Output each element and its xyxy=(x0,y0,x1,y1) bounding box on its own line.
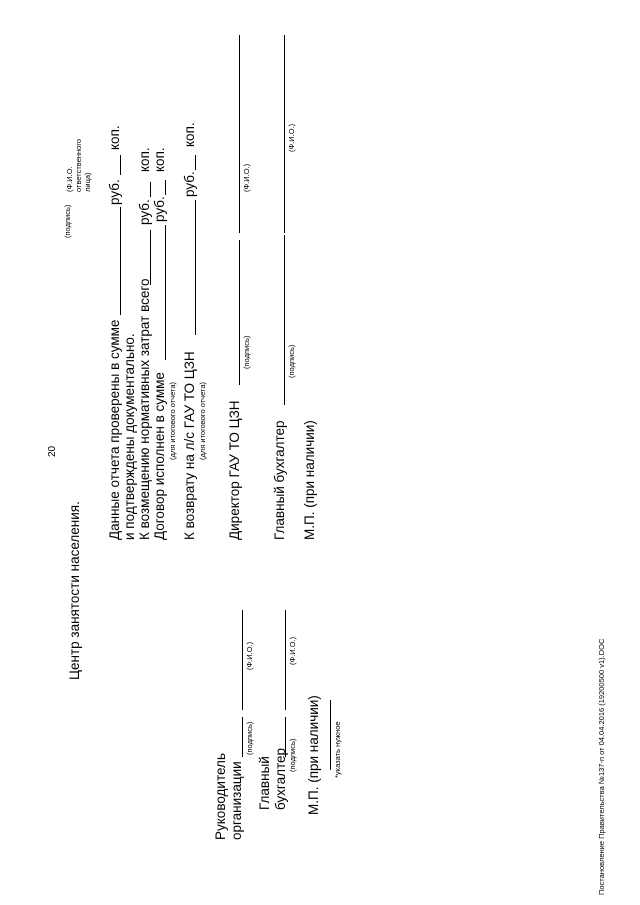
accountant-signature-line xyxy=(285,717,286,757)
footer-text: Постановление Правительства №137-п от 04.04.2016 (19200500 v1).DOC xyxy=(597,638,606,895)
contract-kop-line xyxy=(165,180,166,195)
director-sign-caption: (подпись) xyxy=(242,335,251,369)
right-accountant-sign-caption: (подпись) xyxy=(287,344,296,378)
right-accountant-fio-caption: (Ф.И.О.) xyxy=(287,123,296,152)
checked-kop: коп. xyxy=(107,125,122,150)
center-text: Центр занятости населения. xyxy=(67,501,82,680)
head-signature-line xyxy=(242,717,243,757)
checked-amount-line xyxy=(120,207,121,315)
return-label: К возврату на л/с ГАУ ТО ЦЗН xyxy=(182,351,197,540)
fio-responsible-line1: (Ф.И.О. xyxy=(65,166,74,192)
contract-final-note: (для итогового отчета) xyxy=(168,381,177,460)
contract-label: Договор исполнен в сумме xyxy=(152,372,167,540)
accountant-fio-caption: (Ф.И.О.) xyxy=(288,636,297,665)
reimburse-rub: руб. xyxy=(137,199,152,225)
director-fio-line xyxy=(239,35,240,233)
right-accountant-fio-line xyxy=(284,35,285,233)
right-accountant-signature-line xyxy=(284,235,285,405)
contract-rub: руб. xyxy=(152,196,167,222)
accountant-label-line1: Главный xyxy=(257,756,272,810)
contract-amount-line xyxy=(165,225,166,360)
checked-rub: руб. xyxy=(107,179,122,205)
checked-kop-line xyxy=(120,155,121,175)
head-fio-line xyxy=(242,610,243,710)
return-kop: коп. xyxy=(182,122,197,147)
reimburse-kop: коп. xyxy=(137,147,152,172)
left-stamp: М.П. (при наличии) xyxy=(306,695,321,815)
head-label-line2: организации xyxy=(229,761,244,840)
return-rub: руб. xyxy=(182,171,197,197)
accountant-fio-line xyxy=(285,610,286,710)
director-signature-line xyxy=(239,240,240,385)
director-fio-caption: (Ф.И.О.) xyxy=(242,163,251,192)
page-number: 20 xyxy=(47,445,58,457)
contract-kop: коп. xyxy=(152,147,167,172)
return-amount-line xyxy=(195,200,196,335)
head-label-line1: Руководитель xyxy=(213,753,228,840)
reimburse-amount-line xyxy=(150,230,151,285)
checked-line2: и подтверждены документально. xyxy=(122,333,137,540)
accountant-label-line2: бухгалтер xyxy=(273,748,288,810)
right-accountant-label: Главный бухгалтер xyxy=(272,420,287,540)
reimburse-kop-line xyxy=(150,182,151,197)
right-stamp: М.П. (при наличии) xyxy=(302,420,317,540)
fio-responsible-line3: лица) xyxy=(83,172,92,192)
reimburse-label: К возмещению нормативных затрат всего xyxy=(137,278,152,540)
return-kop-line xyxy=(195,155,196,170)
checked-line1: Данные отчета проверены в сумме xyxy=(107,319,122,540)
accountant-sign-caption: (подпись) xyxy=(288,738,297,772)
return-final-note: (для итогового отчета) xyxy=(198,381,207,460)
footnote-rule xyxy=(330,700,331,770)
head-fio-caption: (Ф.И.О.) xyxy=(245,641,254,670)
director-label: Директор ГАУ ТО ЦЗН xyxy=(227,400,242,540)
fio-responsible-line2: ответственного xyxy=(74,138,83,192)
responsible-sign-caption: (подпись) xyxy=(63,204,72,238)
footnote: *указать нужное xyxy=(333,721,342,778)
head-sign-caption: (подпись) xyxy=(245,721,254,755)
